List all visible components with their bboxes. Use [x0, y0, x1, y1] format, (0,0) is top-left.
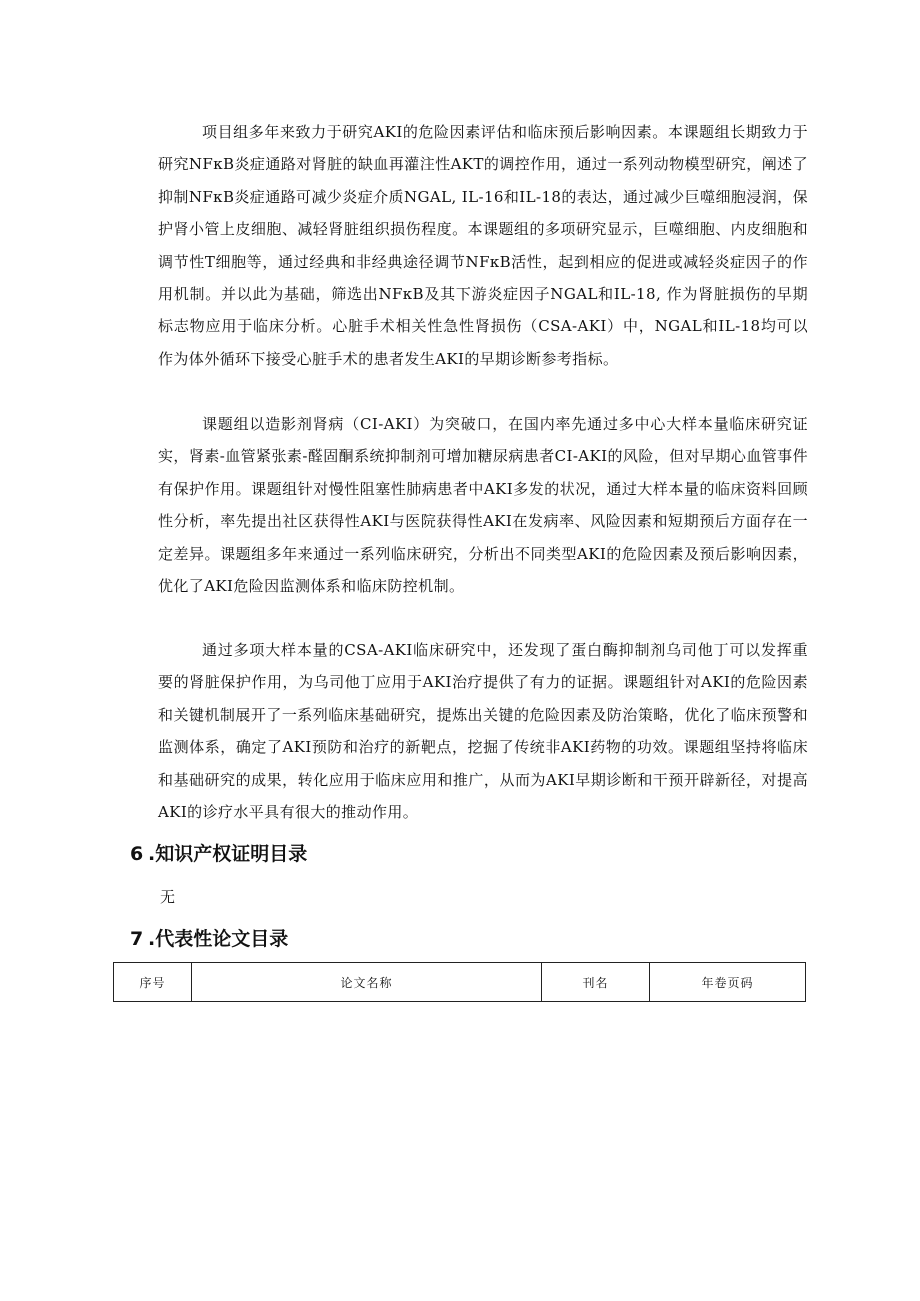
- header-year-volume-pages: 年卷页码: [650, 963, 806, 1002]
- section-number-7: 7: [130, 928, 144, 950]
- header-journal-name: 刊名: [542, 963, 650, 1002]
- section-heading-7: [130, 927, 288, 951]
- section-heading-6: [130, 842, 307, 866]
- section-number-6: 6: [130, 843, 144, 865]
- section-title-7: .代表性论文目录: [148, 928, 289, 950]
- header-serial-number: 序号: [114, 963, 192, 1002]
- body-paragraph-3: 通过多项大样本量的CSA-AKI临床研究中，还发现了蛋白酶抑制剂乌司他丁可以发挥重要的肾脏保护作用，为乌司他丁应用于AKI治疗提供了有力的证据。课题组针对AKI的危险因素和关键机制展开了一系列临床基础研究，提炼出关键的危险因素及防治策略，优化了临床预警和监测体系，确定了AKI预防和治疗的新靶点，挖掘了传统非AKI药物的功效。课题组坚持将临床和基础研究的成果，转化应用于临床应用和推广，从而为AKI早期诊断和干预开辟新径，对提高AKI的诊疗水平具有很大的推动作用。: [158, 641, 808, 822]
- body-paragraph-2: 课题组以造影剂肾病（CI-AKI）为突破口，在国内率先通过多中心大样本量临床研究证实，肾素-血管紧张素-醛固酮系统抑制剂可增加糖尿病患者CI-AKI的风险，但对早期心血管事件有保护作用。课题组针对慢性阻塞性肺病患者中AKI多发的状况，通过大样本量的临床资料回顾性分析，率先提出社区获得性AKI与医院获得性AKI在发病率、风险因素和短期预后方面存在一定差异。课题组多年来通过一系列临床研究，分析出不同类型AKI的危险因素及预后影响因素，优化了AKI危险因监测体系和临床防控机制。: [158, 415, 808, 596]
- header-paper-title: 论文名称: [192, 963, 542, 1002]
- section-6-content: 无: [160, 888, 176, 906]
- body-paragraph-1: 项目组多年来致力于研究AKI的危险因素评估和临床预后影响因素。本课题组长期致力于研究NFκB炎症通路对肾脏的缺血再灌注性AKT的调控作用，通过一系列动物模型研究，阐述了抑制NFκB炎症通路可减少炎症介质NGAL, IL-16和IL-18的表达，通过减少巨噬细胞浸润，保护肾小管上皮细胞、减轻肾脏组织损伤程度。本课题组的多项研究显示，巨噬细胞、内皮细胞和调节性T细胞等，通过经典和非经典途径调节NFκB活性，起到相应的促进或减轻炎症因子的作用机制。并以此为基础，筛选出NFκB及其下游炎症因子NGAL和IL-18, 作为肾脏损伤的早期标志物应用于临床分析。心脏手术相关性急性肾损伤（CSA-AKI）中，NGAL和IL-18均可以作为体外循环下接受心脏手术的患者发生AKI的早期诊断参考指标。: [158, 123, 808, 368]
- section-title-6: .知识产权证明目录: [148, 843, 308, 865]
- table-header-row: [114, 963, 806, 1002]
- paper-list-table: [113, 962, 806, 1002]
